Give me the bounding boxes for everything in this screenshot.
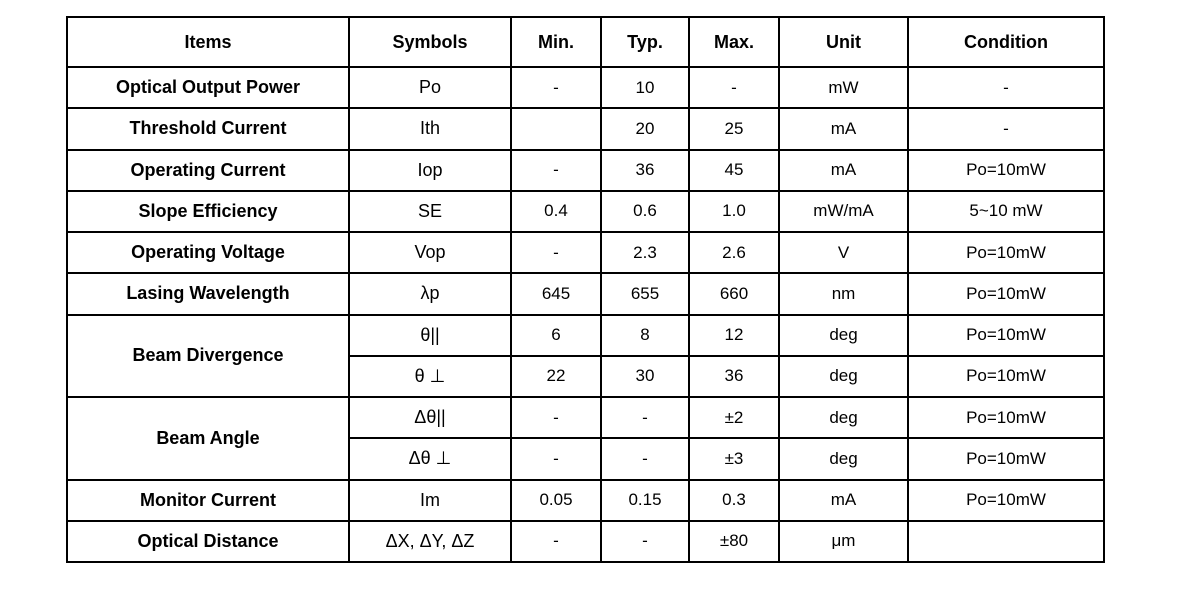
cell-unit: nm: [779, 273, 908, 314]
cell-max: 1.0: [689, 191, 779, 232]
cell-item: Lasing Wavelength: [67, 273, 349, 314]
cell-item: Monitor Current: [67, 480, 349, 521]
header-typ: Typ.: [601, 17, 689, 67]
cell-condition: Po=10mW: [908, 150, 1104, 191]
cell-typ: 36: [601, 150, 689, 191]
cell-unit: mA: [779, 108, 908, 149]
cell-item: Optical Output Power: [67, 67, 349, 108]
cell-unit: deg: [779, 315, 908, 356]
cell-symbol: Ith: [349, 108, 511, 149]
cell-max: 36: [689, 356, 779, 397]
cell-min: 645: [511, 273, 601, 314]
cell-min: 6: [511, 315, 601, 356]
cell-max: ±2: [689, 397, 779, 438]
cell-max: 25: [689, 108, 779, 149]
row-operating-voltage: [67, 232, 1104, 273]
cell-max: 45: [689, 150, 779, 191]
header-row: [67, 17, 1104, 67]
cell-typ: 0.6: [601, 191, 689, 232]
cell-max: 0.3: [689, 480, 779, 521]
row-threshold-current: [67, 108, 1104, 149]
header-items: Items: [67, 17, 349, 67]
cell-symbol: Δθ||: [349, 397, 511, 438]
cell-condition: Po=10mW: [908, 438, 1104, 479]
cell-symbol: ΔX, ΔY, ΔZ: [349, 521, 511, 562]
header-unit: Unit: [779, 17, 908, 67]
cell-condition: Po=10mW: [908, 315, 1104, 356]
row-optical-distance: [67, 521, 1104, 562]
cell-typ: 8: [601, 315, 689, 356]
cell-condition: Po=10mW: [908, 480, 1104, 521]
cell-typ: 0.15: [601, 480, 689, 521]
cell-max: 12: [689, 315, 779, 356]
cell-min: [511, 108, 601, 149]
row-lasing-wavelength: [67, 273, 1104, 314]
cell-max: ±3: [689, 438, 779, 479]
cell-typ: -: [601, 438, 689, 479]
header-max: Max.: [689, 17, 779, 67]
cell-typ: -: [601, 521, 689, 562]
cell-symbol: λp: [349, 273, 511, 314]
cell-min: -: [511, 438, 601, 479]
cell-typ: 30: [601, 356, 689, 397]
cell-condition: 5~10 mW: [908, 191, 1104, 232]
cell-unit: mA: [779, 480, 908, 521]
cell-symbol: SE: [349, 191, 511, 232]
cell-max: ±80: [689, 521, 779, 562]
cell-unit: V: [779, 232, 908, 273]
spec-table: [66, 16, 1105, 563]
cell-min: 22: [511, 356, 601, 397]
cell-symbol: Δθ ⊥: [349, 438, 511, 479]
cell-typ: 20: [601, 108, 689, 149]
row-beam-divergence-parallel: [67, 315, 1104, 356]
cell-unit: mW: [779, 67, 908, 108]
row-beam-angle-parallel: [67, 397, 1104, 438]
cell-typ: 655: [601, 273, 689, 314]
cell-min: -: [511, 150, 601, 191]
cell-max: 660: [689, 273, 779, 314]
cell-item-beam-angle: Beam Angle: [67, 397, 349, 480]
cell-symbol: θ ⊥: [349, 356, 511, 397]
cell-unit: μm: [779, 521, 908, 562]
cell-symbol: Vop: [349, 232, 511, 273]
header-condition: Condition: [908, 17, 1104, 67]
cell-item: Operating Voltage: [67, 232, 349, 273]
cell-item: Optical Distance: [67, 521, 349, 562]
cell-min: 0.4: [511, 191, 601, 232]
cell-symbol: Po: [349, 67, 511, 108]
cell-unit: deg: [779, 397, 908, 438]
header-symbols: Symbols: [349, 17, 511, 67]
cell-typ: 10: [601, 67, 689, 108]
cell-min: 0.05: [511, 480, 601, 521]
cell-unit: mA: [779, 150, 908, 191]
cell-typ: -: [601, 397, 689, 438]
cell-item: Operating Current: [67, 150, 349, 191]
cell-typ: 2.3: [601, 232, 689, 273]
spec-table-container: [66, 16, 1105, 563]
row-operating-current: [67, 150, 1104, 191]
cell-item-beam-divergence: Beam Divergence: [67, 315, 349, 398]
cell-min: -: [511, 397, 601, 438]
cell-min: -: [511, 232, 601, 273]
cell-min: -: [511, 67, 601, 108]
cell-unit: deg: [779, 356, 908, 397]
cell-unit: deg: [779, 438, 908, 479]
cell-condition: Po=10mW: [908, 356, 1104, 397]
cell-max: 2.6: [689, 232, 779, 273]
cell-item: Slope Efficiency: [67, 191, 349, 232]
cell-condition: [908, 521, 1104, 562]
row-monitor-current: [67, 480, 1104, 521]
cell-max: -: [689, 67, 779, 108]
cell-symbol: Iop: [349, 150, 511, 191]
cell-condition: Po=10mW: [908, 397, 1104, 438]
header-min: Min.: [511, 17, 601, 67]
cell-condition: Po=10mW: [908, 232, 1104, 273]
cell-condition: -: [908, 108, 1104, 149]
cell-min: -: [511, 521, 601, 562]
cell-condition: -: [908, 67, 1104, 108]
row-optical-output-power: [67, 67, 1104, 108]
cell-item: Threshold Current: [67, 108, 349, 149]
cell-symbol: θ||: [349, 315, 511, 356]
cell-unit: mW/mA: [779, 191, 908, 232]
row-slope-efficiency: [67, 191, 1104, 232]
cell-symbol: Im: [349, 480, 511, 521]
cell-condition: Po=10mW: [908, 273, 1104, 314]
